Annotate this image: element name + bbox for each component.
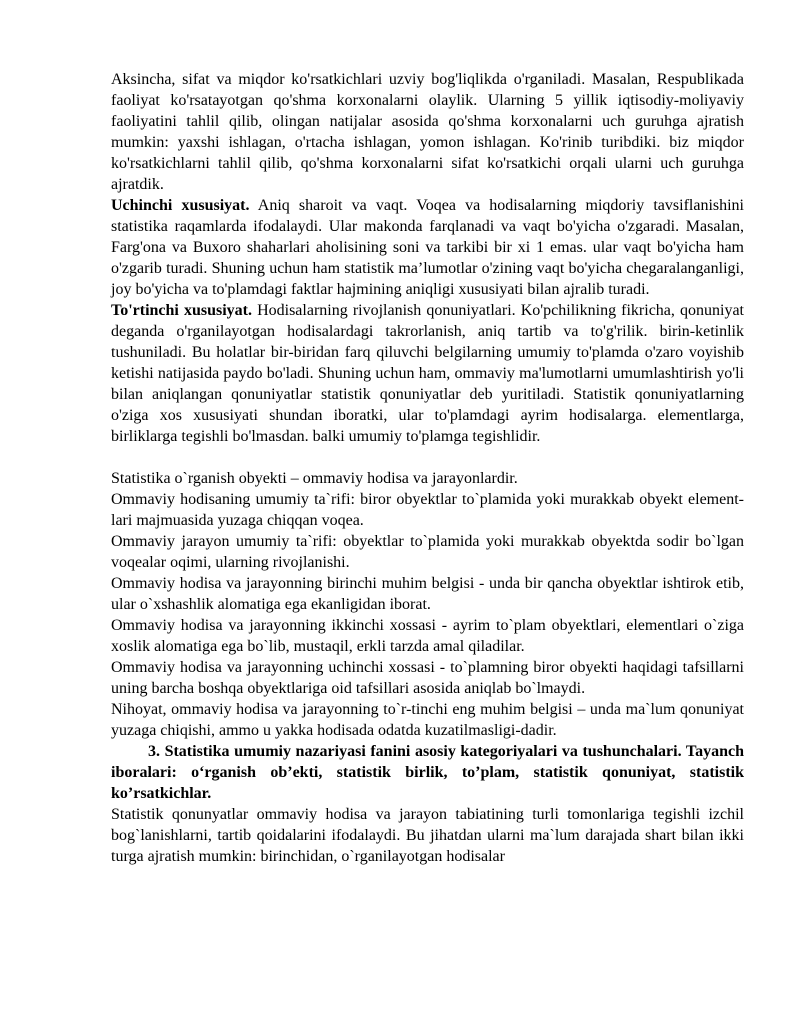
paragraph-fourth-feature [111, 300, 744, 447]
paragraph-first-sign: Ommaviy hodisa va jarayonning birinchi muhim belgisi - unda bir qancha obyektlar ishtirok etib, ular o`xshashlik alomatiga ega ekanligidan iborat. [111, 575, 744, 613]
paragraph-mass-process-definition: Ommaviy jarayon umumiy ta`rifi: obyektlar to`plamida yoki murakkab obyektda sodir bo`lgan voqealar oqimi, ularning rivojlanishi. [111, 533, 744, 571]
third-feature-text: Aniq sharoit va vaqt. Voqea va hodisalarning miqdoriy tavsiflanishini statistika raqamlarda ifodalaydi. Ular makonda farqlanadi va vaqt bo'yicha o'zgaradi. Masalan, Farg'ona va Buxoro shaharlari aholisining soni va tarkibi bir xi 1 emas. ular vaqt bo'yicha ham o'zgarib turadi. Shuning uchun ham statistik ma’lumotlar o'zining vaqt bo'yicha chegaralanganligi, joy bo'yicha va to'plamdagi faktlar hajmining aniqligi xususiyati bilan ajralib turadi. [111, 197, 745, 298]
paragraph-quality-quantity: Aksincha, sifat va miqdor ko'rsatkichlari uzviy bog'liqlikda o'rganiladi. Masalan, Respublikada faoliyat ko'rsatayotgan qo'shma korxonalarni olaylik. Ularning 5 yillik iqtisodiy-moliyaviy faoliyatini tahlil qilib, olingan natijalar asosida qo'shma korxonalarni uch guruhga ajratish mumkin: yaxshi ishlagan, o'rtacha ishlagan, yomon ishlagan. Ko'rinib turibdiki. biz miqdor ko'rsatkichlarni tahlil qilib, qo'shma korxonalarni sifat ko'rsatkichi orqali ularni uch guruhga ajratdik. [111, 71, 744, 193]
paragraph-mass-phenomenon-definition: Ommaviy hodisaning umumiy ta`rifi: biror obyektlar to`plamida yoki murakkab obyekt element-lari majmuasida yuzaga chiqqan voqea. [111, 491, 744, 529]
third-feature-lead: Uchinchi xususiyat. [111, 197, 250, 214]
paragraph-third-feature [111, 195, 744, 300]
paragraph-statistical-laws: Statistik qonunyatlar ommaviy hodisa va jarayon tabiatining turli tomonlariga tegishli izchil bog`lanishlarni, tartib qoidalarini ifodalaydi. Bu jihatdan ularni ma`lum darajada shart bilan ikki turga ajratish mumkin: birinchidan, o`rganilayotgan hodisalar [111, 806, 744, 865]
paragraph-third-property: Ommaviy hodisa va jarayonning uchinchi xossasi - to`plamning biror obyekti haqidagi tafsillarni uning barcha boshqa obyektlariga oid tafsillari asosida aniqlab bo`lmaydi. [111, 659, 744, 697]
paragraph-second-property: Ommaviy hodisa va jarayonning ikkinchi xossasi - ayrim to`plam obyektlari, elementlari o`ziga xoslik alomatiga ega bo`lib, mustaqil, erkli tarzda amal qiladilar. [111, 617, 744, 655]
paragraph-fourth-sign: Nihoyat, ommaviy hodisa va jarayonning to`r-tinchi eng muhim belgisi – unda ma`lum qonuniyat yuzaga chiqishi, ammo u yakka hodisada odatda kuzatilmasligi-dadir. [111, 701, 744, 739]
blank-line [111, 447, 744, 468]
section-heading: 3. Statistika umumiy nazariyasi fanini asosiy kategoriyalari va tushunchalari. Tayanch iboralari: o‘rganish ob’ekti, statistik birlik, to’plam, statistik qonuniyat, statistik ko’rsatkichlar. [111, 743, 744, 802]
fourth-feature-lead: To'rtinchi xususiyat. [111, 302, 252, 319]
fourth-feature-text: Hodisalarning rivojlanish qonuniyatlari. Ko'pchilikning fikricha, qonuniyat deganda o'rganilayotgan hodisalardagi takrorlanish, aniq tartib va to'g'rilik. birin-ketinlik tushuniladi. Bu holatlar bir-biridan farq qiluvchi belgilarning umumiy to'plamda o'zaro voyishib ketishi natijasida paydo bo'ladi. Shuning uchun ham, ommaviy ma'lumotlarni umumlashtirish yo'li bilan aniqlangan qonuniyatlar statistik qonuniyatlar deb yuritiladi. Statistik qonuniyatlarning o'ziga xos xususiyati shundan iboratki, ular to'plamdagi ayrim hodisalarga. elementlarga, birliklarga tegishli bo'lmasdan. balki umumiy to'plamga tegishlidir. [111, 302, 744, 445]
paragraph-study-object: Statistika o`rganish obyekti – ommaviy hodisa va jarayonlardir. [111, 470, 518, 487]
